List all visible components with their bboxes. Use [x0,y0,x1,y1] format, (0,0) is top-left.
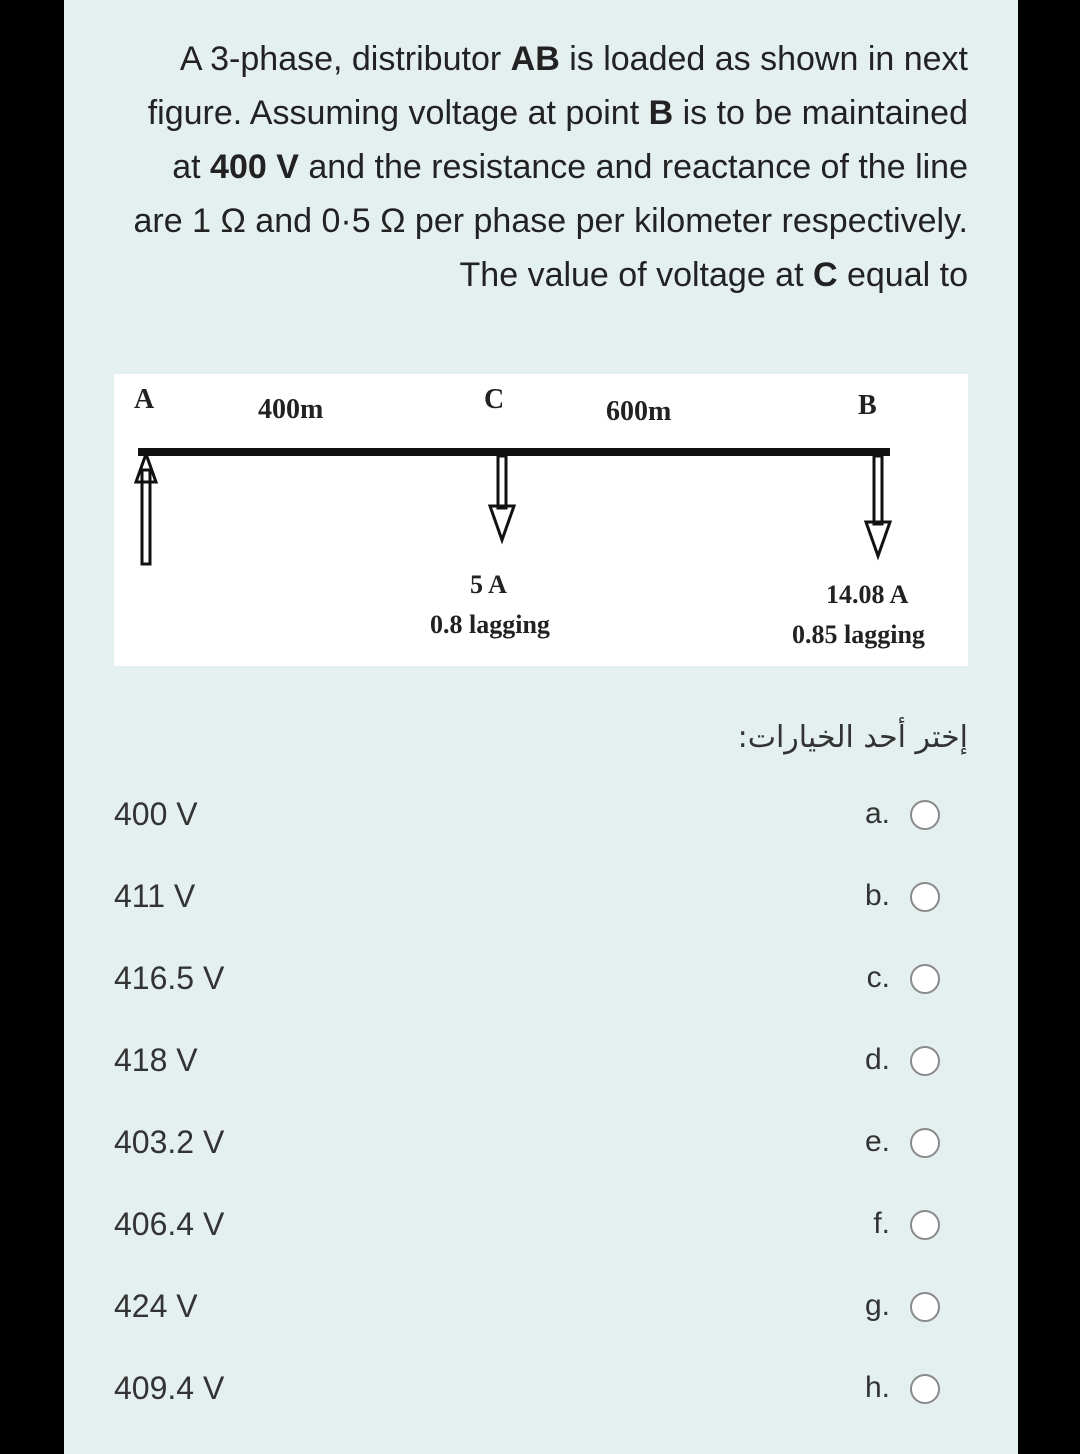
radio-button[interactable] [910,964,940,994]
option-value: 403.2 V [114,1124,225,1160]
option-letter: d. [864,1043,890,1076]
load-b-pf: 0.85 lagging [792,620,925,649]
option-value: 411 V [114,878,196,914]
question-bold: 400 V [210,148,299,186]
option-a[interactable] [114,794,954,854]
question-text [120,32,968,302]
radio-button[interactable] [910,800,940,830]
feed-arrow-a [136,454,156,564]
question-part: equal to [837,256,968,294]
option-f[interactable] [114,1204,954,1264]
option-letter: c. [866,961,890,994]
load-arrow-b [866,456,890,556]
option-letter: a. [864,797,890,830]
load-c-current: 5 A [470,570,507,599]
option-value: 409.4 V [114,1370,225,1406]
option-letter: b. [864,879,890,912]
node-label-b: B [858,390,877,421]
option-letter: e. [864,1125,890,1158]
load-arrow-c [490,456,514,540]
question-bold: C [812,256,838,294]
option-letter: f. [873,1207,890,1240]
length-cb: 600m [606,396,672,427]
load-c-pf: 0.8 lagging [430,610,550,639]
option-letter: h. [864,1371,890,1404]
option-e[interactable] [114,1122,954,1182]
question-part: and the resistance and reactance of the line are 1 Ω and 0·5 Ω per phase per kilometer respectively. The value of voltage at [133,148,968,294]
radio-button[interactable] [910,1374,940,1404]
option-c[interactable] [114,958,954,1018]
radio-button[interactable] [910,882,940,912]
choose-option-prompt: إختر أحد الخيارات: [737,720,968,755]
radio-button[interactable] [910,1210,940,1240]
option-h[interactable] [114,1368,954,1428]
question-bold: AB [510,40,560,78]
distributor-figure [114,374,968,666]
option-b[interactable] [114,876,954,936]
question-part: is loaded as shown in next figure. Assuming voltage at point [147,40,968,132]
option-value: 418 V [114,1042,198,1078]
option-value: 416.5 V [114,960,225,996]
question-part: is to be maintained at [172,94,968,186]
radio-button[interactable] [910,1128,940,1158]
option-g[interactable] [114,1286,954,1346]
node-label-a: A [134,384,155,415]
question-part: A 3-phase, distributor [179,40,511,78]
option-value: 400 V [114,796,198,832]
radio-button[interactable] [910,1292,940,1322]
node-label-c: C [484,384,505,415]
length-ac: 400m [258,394,324,425]
option-d[interactable] [114,1040,954,1100]
question-bold: B [648,94,674,132]
option-letter: g. [864,1289,890,1322]
radio-button[interactable] [910,1046,940,1076]
bus-line [138,448,890,456]
load-b-current: 14.08 A [826,580,909,609]
option-value: 424 V [114,1288,198,1324]
option-value: 406.4 V [114,1206,225,1242]
